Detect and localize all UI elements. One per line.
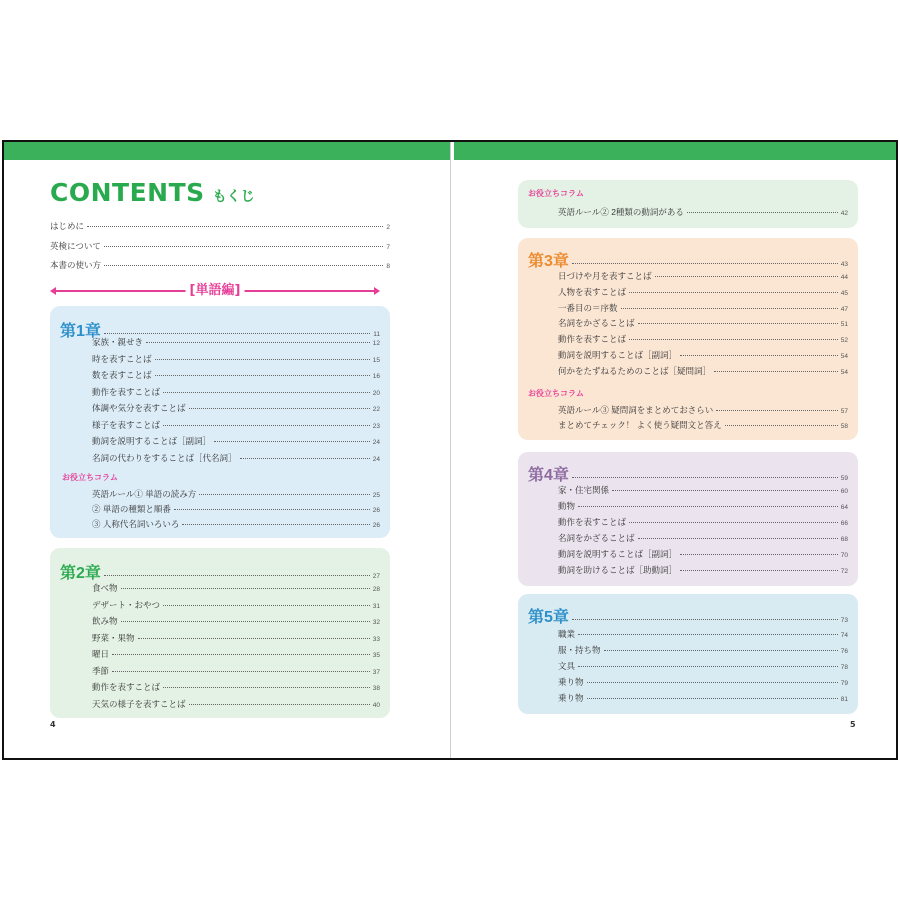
toc-row-page: 20 (372, 389, 380, 397)
toc-row-page: 64 (840, 504, 848, 511)
leader-dots (199, 494, 370, 495)
column-row[interactable] (558, 206, 848, 218)
toc-row[interactable] (92, 681, 380, 693)
toc-row-label: 服・持ち物 (558, 645, 601, 655)
leader-dots (725, 425, 838, 426)
toc-row-label: 家・住宅関係 (558, 485, 610, 495)
leader-dots (638, 323, 838, 324)
toc-row[interactable] (92, 665, 380, 677)
toc-row[interactable] (92, 419, 380, 431)
column-heading: お役立ちコラム (528, 189, 584, 198)
toc-row[interactable] (558, 286, 848, 298)
toc-row[interactable] (558, 302, 848, 314)
toc-row[interactable] (92, 488, 380, 500)
toc-row-label: はじめに (50, 221, 85, 231)
toc-row-page: 58 (840, 423, 848, 430)
toc-row-page: 72 (840, 568, 848, 575)
leader-dots (163, 425, 370, 426)
toc-row-page: 7 (386, 244, 390, 251)
toc-row-page: 24 (372, 455, 380, 463)
toc-row-page: 25 (372, 492, 380, 499)
toc-row-label: 英語ルール③ 疑問詞をまとめておさらい (558, 405, 714, 415)
toc-row-label: 野菜・果物 (92, 632, 135, 643)
leader-dots (104, 246, 384, 247)
toc-row-page: 37 (372, 668, 380, 676)
toc-row-page: 76 (840, 648, 848, 655)
leader-dots (155, 375, 370, 376)
chapter-4-heading[interactable] (528, 462, 848, 485)
toc-row-page: 31 (372, 602, 380, 610)
toc-row-label: 動作を表すことば (558, 517, 627, 527)
toc-row-label: 動物 (558, 501, 576, 511)
leader-dots (572, 619, 838, 620)
leader-dots (621, 308, 838, 309)
toc-row-page: 2 (386, 224, 390, 231)
leader-dots (121, 588, 370, 589)
toc-row[interactable] (92, 632, 380, 644)
toc-row[interactable] (92, 599, 380, 611)
leader-dots (587, 682, 838, 683)
toc-row-page: 33 (372, 635, 380, 643)
chapter-label: 第3章 (528, 253, 569, 270)
leader-dots (112, 671, 370, 672)
leader-dots (189, 704, 370, 705)
toc-row-label: 体調や気分を表すことば (92, 403, 186, 413)
contents-subtitle: もくじ (212, 189, 255, 205)
toc-row-label: 曜日 (92, 649, 110, 659)
toc-row[interactable] (92, 615, 380, 627)
toc-row-label: 一番目の＝序数 (558, 302, 618, 313)
toc-row-page: 16 (372, 373, 380, 380)
leader-dots (104, 333, 370, 334)
leader-dots (104, 265, 383, 266)
leader-dots (604, 650, 838, 651)
toc-row-page: 74 (840, 632, 848, 639)
toc-row-page: 45 (840, 289, 848, 297)
toc-row[interactable] (92, 353, 380, 365)
toc-row-label: 動作を表すことば (558, 334, 627, 345)
toc-row-label: 本書の使い方 (50, 260, 102, 270)
toc-row-label: 名詞をかざることば (558, 318, 635, 329)
contents-title (50, 178, 255, 207)
toc-row-page: 70 (840, 552, 848, 559)
leader-dots (629, 339, 838, 340)
toc-row[interactable] (92, 402, 380, 414)
page-gutter (450, 142, 451, 758)
toc-row-page: 57 (840, 408, 848, 415)
toc-row-label: 動作を表すことば (92, 386, 161, 397)
toc-row[interactable] (92, 698, 380, 710)
right-header-bar (454, 142, 898, 160)
toc-row-page: 35 (372, 652, 380, 659)
leader-dots (578, 666, 838, 667)
leader-dots (240, 458, 370, 459)
page-number-left: 4 (50, 720, 56, 729)
toc-row-page: 15 (372, 356, 380, 364)
leader-dots (578, 506, 838, 507)
toc-row[interactable] (558, 548, 848, 560)
leader-dots (572, 477, 838, 478)
toc-row-label: まとめてチェック！ よく使う疑問文と答え (558, 420, 722, 430)
toc-row[interactable] (558, 644, 848, 656)
toc-row[interactable] (558, 516, 848, 528)
toc-row-label: 人物を表すことば (558, 286, 627, 297)
section-heading (50, 282, 380, 298)
toc-row[interactable] (558, 270, 848, 282)
toc-row-page: 52 (840, 337, 848, 345)
toc-row-label: 乗り物 (558, 693, 584, 703)
leader-dots (629, 522, 838, 523)
toc-row-page: 8 (386, 263, 390, 270)
leader-dots (87, 226, 383, 227)
toc-row-label: 動詞を助けることば［助動詞］ (558, 565, 678, 575)
chapter-page: 27 (372, 573, 380, 580)
toc-row-label: 乗り物 (558, 677, 584, 687)
leader-dots (112, 654, 370, 655)
toc-row-label: 季節 (92, 665, 110, 676)
leader-dots (638, 538, 838, 539)
toc-row[interactable] (558, 365, 848, 377)
toc-row-label: 英語ルール① 単語の読み方 (92, 489, 197, 499)
leader-dots (182, 524, 369, 525)
toc-row-label: 英語ルール② 2種類の動詞がある (558, 207, 684, 217)
leader-dots (680, 554, 838, 555)
toc-row-page: 24 (372, 439, 380, 446)
leader-dots (714, 371, 838, 372)
chapter-page: 11 (373, 331, 380, 338)
toc-row[interactable] (558, 676, 848, 688)
toc-row-page: 12 (372, 340, 380, 347)
toc-row-page: 40 (372, 701, 380, 709)
chapter-page: 73 (840, 617, 848, 624)
toc-row-label: 動作を表すことば (92, 682, 161, 692)
leader-dots (655, 276, 838, 277)
toc-row[interactable] (558, 532, 848, 544)
toc-row-page: 68 (840, 536, 848, 543)
leader-dots (687, 212, 838, 213)
toc-row-page: 81 (840, 696, 848, 703)
leader-dots (146, 342, 370, 343)
toc-row-label: 動詞を説明することば［副詞］ (558, 350, 678, 360)
toc-row[interactable] (558, 317, 848, 329)
toc-row-label: ② 単語の種類と順番 (92, 504, 171, 514)
toc-row-label: 何かをたずねるためのことば［疑問詞］ (558, 365, 712, 376)
toc-row-label: 時を表すことば (92, 353, 152, 364)
toc-row-page: 38 (372, 685, 380, 692)
toc-row-page: 54 (840, 353, 848, 360)
leader-dots (587, 698, 838, 699)
toc-row[interactable] (558, 404, 848, 416)
toc-row[interactable] (558, 349, 848, 361)
leader-dots (680, 355, 838, 356)
toc-row-label: ③ 人称代名詞いろいろ (92, 519, 180, 529)
section-title-text: [単語編] (186, 279, 245, 298)
toc-row[interactable] (92, 648, 380, 660)
leader-dots (716, 410, 838, 411)
toc-row-page: 66 (840, 520, 848, 527)
leader-dots (174, 509, 370, 510)
column-heading: お役立ちコラム (528, 389, 584, 398)
toc-row-page: 22 (372, 406, 380, 413)
toc-row-label: 飲み物 (92, 616, 118, 626)
toc-row-label: 名詞の代わりをすることば［代名詞］ (92, 452, 237, 463)
toc-row-label: 動詞を説明することば［副詞］ (558, 549, 678, 559)
arrow-right-icon (374, 287, 380, 295)
toc-row-page: 28 (372, 586, 380, 593)
book-spread (2, 140, 898, 760)
leader-dots (163, 392, 370, 393)
toc-row[interactable] (92, 386, 380, 398)
chapter-page: 43 (840, 261, 848, 268)
toc-row[interactable] (92, 336, 380, 348)
toc-row-label: 日づけや月を表すことば (558, 271, 652, 281)
toc-row-label: 文具 (558, 661, 576, 671)
toc-row-page: 78 (840, 664, 848, 671)
toc-row[interactable] (92, 369, 380, 381)
leader-dots (629, 292, 838, 293)
toc-row-page: 44 (840, 274, 848, 281)
leader-dots (214, 441, 370, 442)
chapter-page: 59 (840, 475, 848, 482)
toc-row-page: 26 (372, 507, 380, 514)
leader-dots (578, 634, 838, 635)
chapter-label: 第4章 (528, 467, 569, 484)
toc-row[interactable] (558, 564, 848, 576)
toc-row-page: 47 (840, 305, 848, 313)
left-header-bar (4, 142, 450, 160)
toc-row[interactable] (558, 692, 848, 704)
toc-row-label: 数を表すことば (92, 370, 152, 380)
toc-row[interactable] (92, 518, 380, 530)
toc-row-label: 職業 (558, 629, 576, 639)
toc-row-howto[interactable] (50, 259, 390, 271)
toc-row-label: 英検について (50, 241, 101, 251)
toc-row[interactable] (558, 500, 848, 512)
leader-dots (189, 408, 370, 409)
toc-row[interactable] (92, 582, 380, 594)
toc-row-intro[interactable] (50, 220, 390, 232)
chapter-5-heading[interactable] (528, 604, 848, 627)
toc-row[interactable] (558, 419, 848, 431)
leader-dots (138, 638, 370, 639)
toc-row[interactable] (92, 452, 380, 464)
toc-row-page: 60 (840, 488, 848, 495)
leader-dots (121, 621, 370, 622)
contents-title-text: CONTENTS (50, 178, 205, 207)
toc-row-label: 天気の様子を表すことば (92, 698, 186, 709)
toc-row-label: 食べ物 (92, 583, 118, 593)
page-number-right: 5 (850, 720, 856, 729)
toc-row[interactable] (558, 660, 848, 672)
chapter-label: 第1章 (60, 323, 101, 340)
toc-row-page: 32 (372, 619, 380, 626)
leader-dots (155, 359, 370, 360)
leader-dots (680, 570, 838, 571)
toc-row-page: 51 (840, 321, 848, 329)
toc-row[interactable] (92, 503, 380, 515)
toc-row[interactable] (558, 628, 848, 640)
toc-row-label: 家族・親せき (92, 337, 144, 347)
toc-row-label: 動詞を説明することば［副詞］ (92, 436, 212, 446)
leader-dots (612, 490, 838, 491)
toc-row-page: 54 (840, 368, 848, 376)
chapter-label: 第2章 (60, 565, 101, 582)
leader-dots (163, 687, 370, 688)
toc-row[interactable] (92, 435, 380, 447)
leader-dots (163, 605, 370, 606)
toc-row-label: 様子を表すことば (92, 419, 161, 430)
leader-dots (572, 263, 838, 264)
toc-row-page: 26 (372, 522, 380, 529)
toc-row-label: 名詞をかざることば (558, 533, 635, 543)
toc-row-page: 79 (840, 680, 848, 687)
toc-row[interactable] (558, 484, 848, 496)
toc-row-page: 42 (840, 210, 848, 217)
toc-row-eiken[interactable] (50, 240, 390, 252)
chapter-label: 第5章 (528, 609, 569, 626)
leader-dots (104, 575, 370, 576)
chapter-2-heading[interactable] (60, 560, 380, 583)
column-heading: お役立ちコラム (62, 473, 118, 482)
toc-row-label: デザート・おやつ (92, 599, 161, 610)
chapter-3-heading[interactable] (528, 248, 848, 271)
toc-row[interactable] (558, 333, 848, 345)
toc-row-page: 23 (372, 422, 380, 430)
